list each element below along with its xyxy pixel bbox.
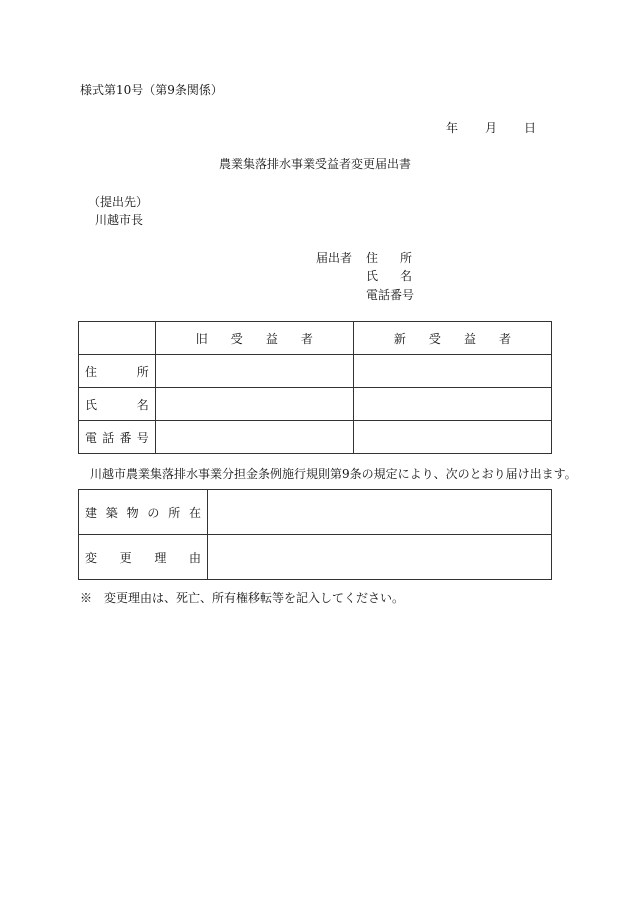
document-title: 農業集落排水事業受益者変更届出書	[218, 157, 411, 171]
table-row	[79, 388, 552, 421]
header-char: 受	[230, 331, 243, 346]
date-line	[446, 119, 536, 136]
old-address-field[interactable]	[155, 355, 353, 388]
header-empty-cell	[79, 322, 156, 355]
header-char: 益	[265, 331, 278, 346]
new-name-field[interactable]	[353, 388, 551, 421]
new-phone-field[interactable]	[353, 421, 551, 454]
label-char: 氏	[366, 269, 379, 283]
table-row	[79, 535, 552, 580]
change-reason-field[interactable]	[208, 535, 552, 580]
building-location-label	[79, 490, 208, 535]
label-char: 理	[154, 550, 167, 565]
label-char: 名	[399, 269, 412, 283]
address-row-label	[79, 355, 156, 388]
header-char: 受	[428, 331, 441, 346]
footnote: ※ 変更理由は、死亡、所有権移転等を記入してください。	[80, 591, 405, 605]
building-location-field[interactable]	[208, 490, 552, 535]
label-char: 由	[188, 550, 201, 565]
change-reason-label	[79, 535, 208, 580]
addressee: 川越市長	[95, 213, 144, 227]
date-year-label: 年	[446, 121, 459, 135]
date-month-label: 月	[484, 121, 497, 135]
label-char: の	[147, 505, 160, 520]
label-char: 建	[85, 505, 98, 520]
old-name-field[interactable]	[155, 388, 353, 421]
header-char: 益	[463, 331, 476, 346]
label-char: 話	[102, 430, 115, 445]
submit-to-label: （提出先）	[88, 195, 149, 209]
table-row	[79, 355, 552, 388]
label-char: 所	[399, 251, 412, 265]
table-row	[79, 490, 552, 535]
label-char: 番	[119, 430, 132, 445]
label-char: 住	[366, 251, 379, 265]
label-char: 更	[119, 550, 132, 565]
label-char: 物	[126, 505, 139, 520]
label-char: 変	[85, 550, 98, 565]
table-row	[79, 421, 552, 454]
applicant-label: 届出者	[316, 251, 353, 265]
header-char: 旧	[195, 331, 208, 346]
applicant-address-label	[366, 249, 412, 266]
header-char: 新	[393, 331, 406, 346]
applicant-phone-label: 電話番号	[366, 288, 415, 302]
header-char: 者	[300, 331, 313, 346]
label-char: 号	[136, 430, 149, 445]
detail-table	[78, 489, 552, 580]
header-char: 者	[498, 331, 511, 346]
statement-text: 川越市農業集落排水事業分担金条例施行規則第9条の規定により、次のとおり届け出ます。	[90, 467, 577, 481]
label-char: 築	[105, 505, 118, 520]
phone-row-label	[79, 421, 156, 454]
date-day-label: 日	[523, 121, 536, 135]
old-phone-field[interactable]	[155, 421, 353, 454]
label-char: 名	[136, 397, 149, 412]
label-char: 在	[188, 505, 201, 520]
beneficiary-table	[78, 321, 552, 454]
applicant-name-label	[366, 267, 412, 284]
label-char: 氏	[85, 397, 98, 412]
new-address-field[interactable]	[353, 355, 551, 388]
new-beneficiary-header	[353, 322, 551, 355]
label-char: 住	[85, 364, 98, 379]
label-char: 所	[168, 505, 181, 520]
table-header-row	[79, 322, 552, 355]
form-number: 様式第10号（第9条関係）	[80, 83, 223, 97]
label-char: 所	[136, 364, 149, 379]
old-beneficiary-header	[155, 322, 353, 355]
name-row-label	[79, 388, 156, 421]
label-char: 電	[85, 430, 98, 445]
